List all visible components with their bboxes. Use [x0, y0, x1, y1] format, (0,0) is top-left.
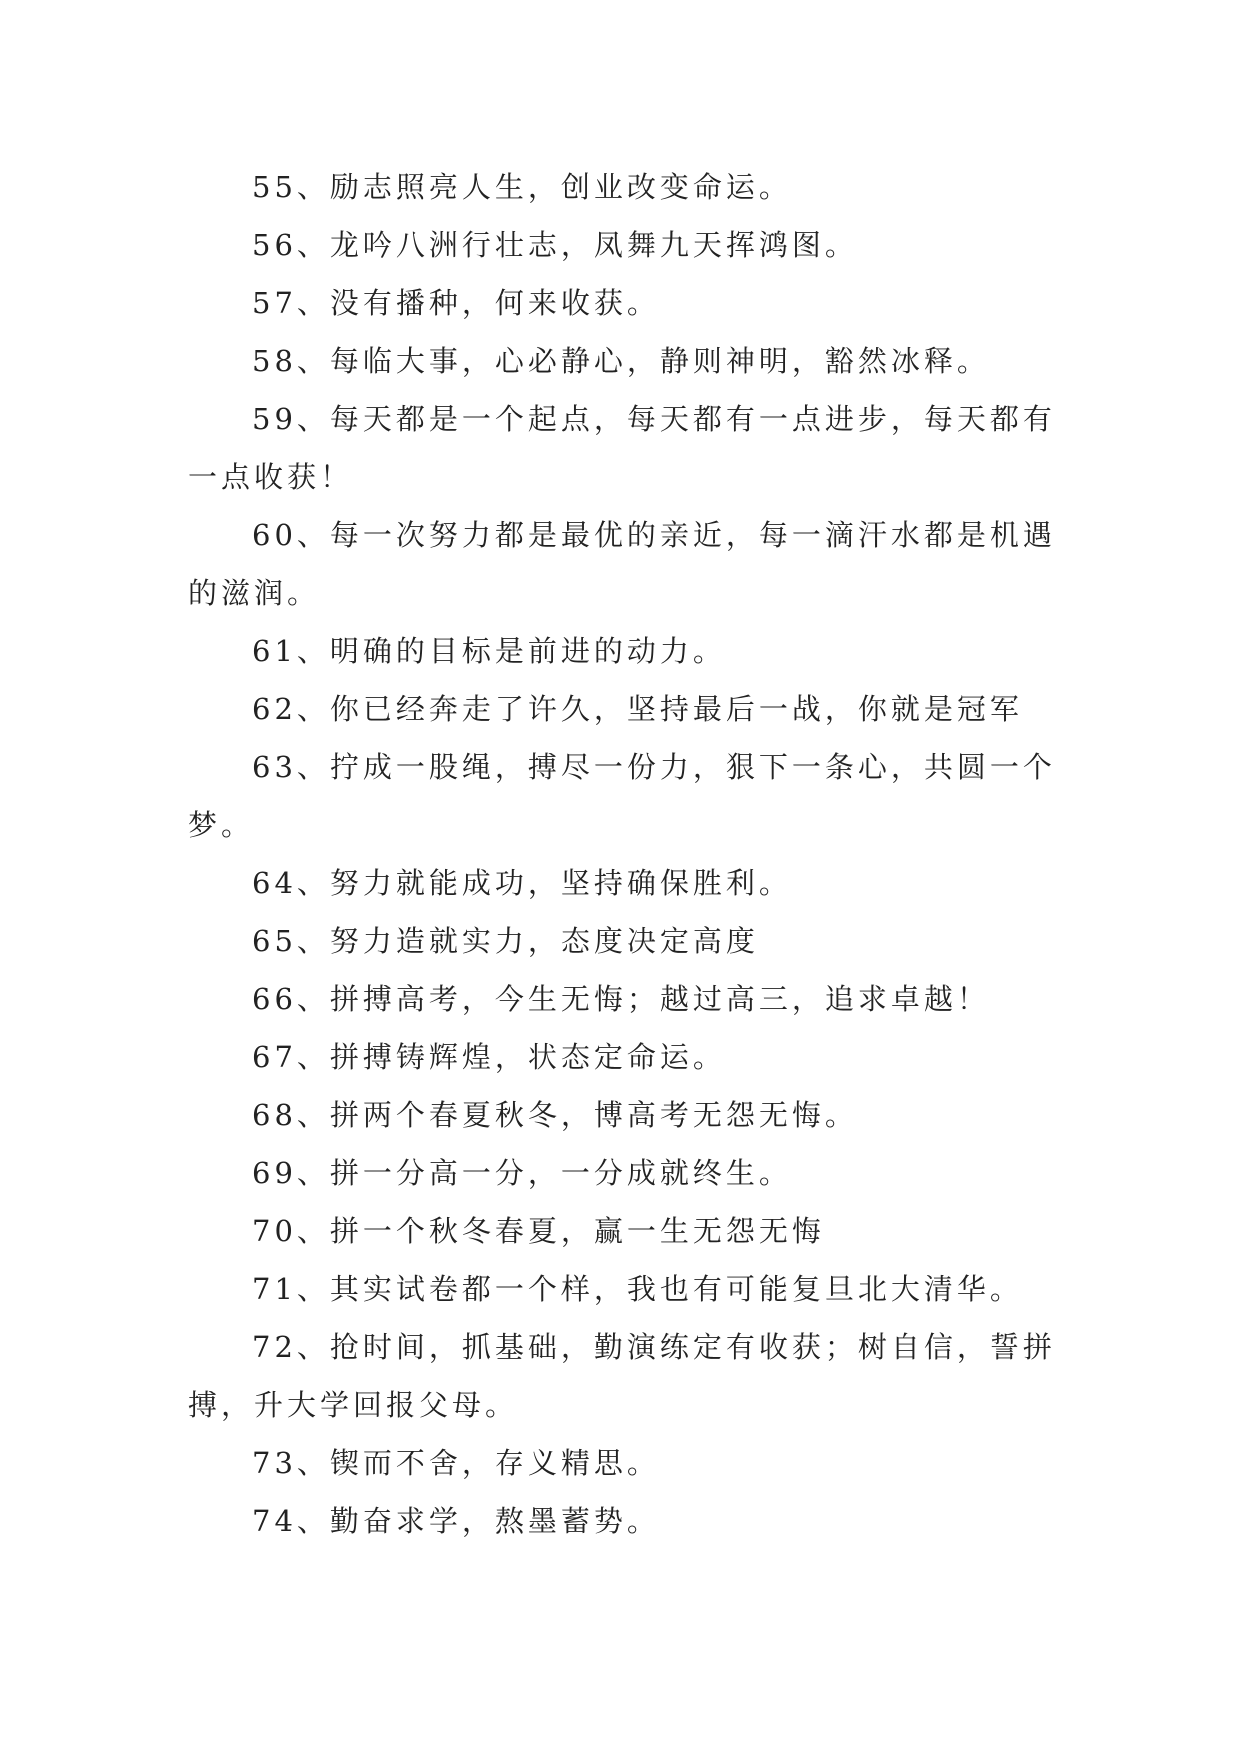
- paragraph-56: 56、龙吟八洲行壮志，凤舞九天挥鸿图。: [252, 228, 858, 262]
- paragraph-61: 61、明确的目标是前进的动力。: [252, 634, 726, 668]
- paragraph-70: 70、拼一个秋冬春夏，赢一生无怨无悔: [252, 1214, 825, 1248]
- paragraph-62: 62、你已经奔走了许久，坚持最后一战，你就是冠军: [252, 692, 1023, 726]
- paragraph-66: 66、拼搏高考，今生无悔；越过高三，追求卓越！: [252, 982, 990, 1016]
- paragraph-55: 55、励志照亮人生，创业改变命运。: [252, 170, 792, 204]
- paragraph-74: 74、勤奋求学，熬墨蓄势。: [252, 1504, 660, 1538]
- paragraph-71: 71、其实试卷都一个样，我也有可能复旦北大清华。: [252, 1272, 1023, 1306]
- paragraph-64: 64、努力就能成功，坚持确保胜利。: [252, 866, 792, 900]
- paragraph-67: 67、拼搏铸辉煌，状态定命运。: [252, 1040, 726, 1074]
- paragraph-65: 65、努力造就实力，态度决定高度: [252, 924, 759, 958]
- paragraph-72: 72、抢时间，抓基础，勤演练定有收获；树自信，誓拼搏，升大学回报父母。: [188, 1330, 1056, 1422]
- paragraph-60: 60、每一次努力都是最优的亲近，每一滴汗水都是机遇的滋润。: [188, 518, 1056, 610]
- paragraph-59: 59、每天都是一个起点，每天都有一点进步，每天都有一点收获！: [188, 402, 1056, 494]
- paragraph-69: 69、拼一分高一分，一分成就终生。: [252, 1156, 792, 1190]
- paragraph-73: 73、锲而不舍，存义精思。: [252, 1446, 660, 1480]
- paragraph-58: 58、每临大事，心必静心，静则神明，豁然冰释。: [252, 344, 990, 378]
- paragraph-63: 63、拧成一股绳，搏尽一份力，狠下一条心，共圆一个梦。: [188, 750, 1056, 842]
- paragraph-68: 68、拼两个春夏秋冬，博高考无怨无悔。: [252, 1098, 858, 1132]
- document-body: [188, 158, 1058, 1550]
- paragraph-57: 57、没有播种，何来收获。: [252, 286, 660, 320]
